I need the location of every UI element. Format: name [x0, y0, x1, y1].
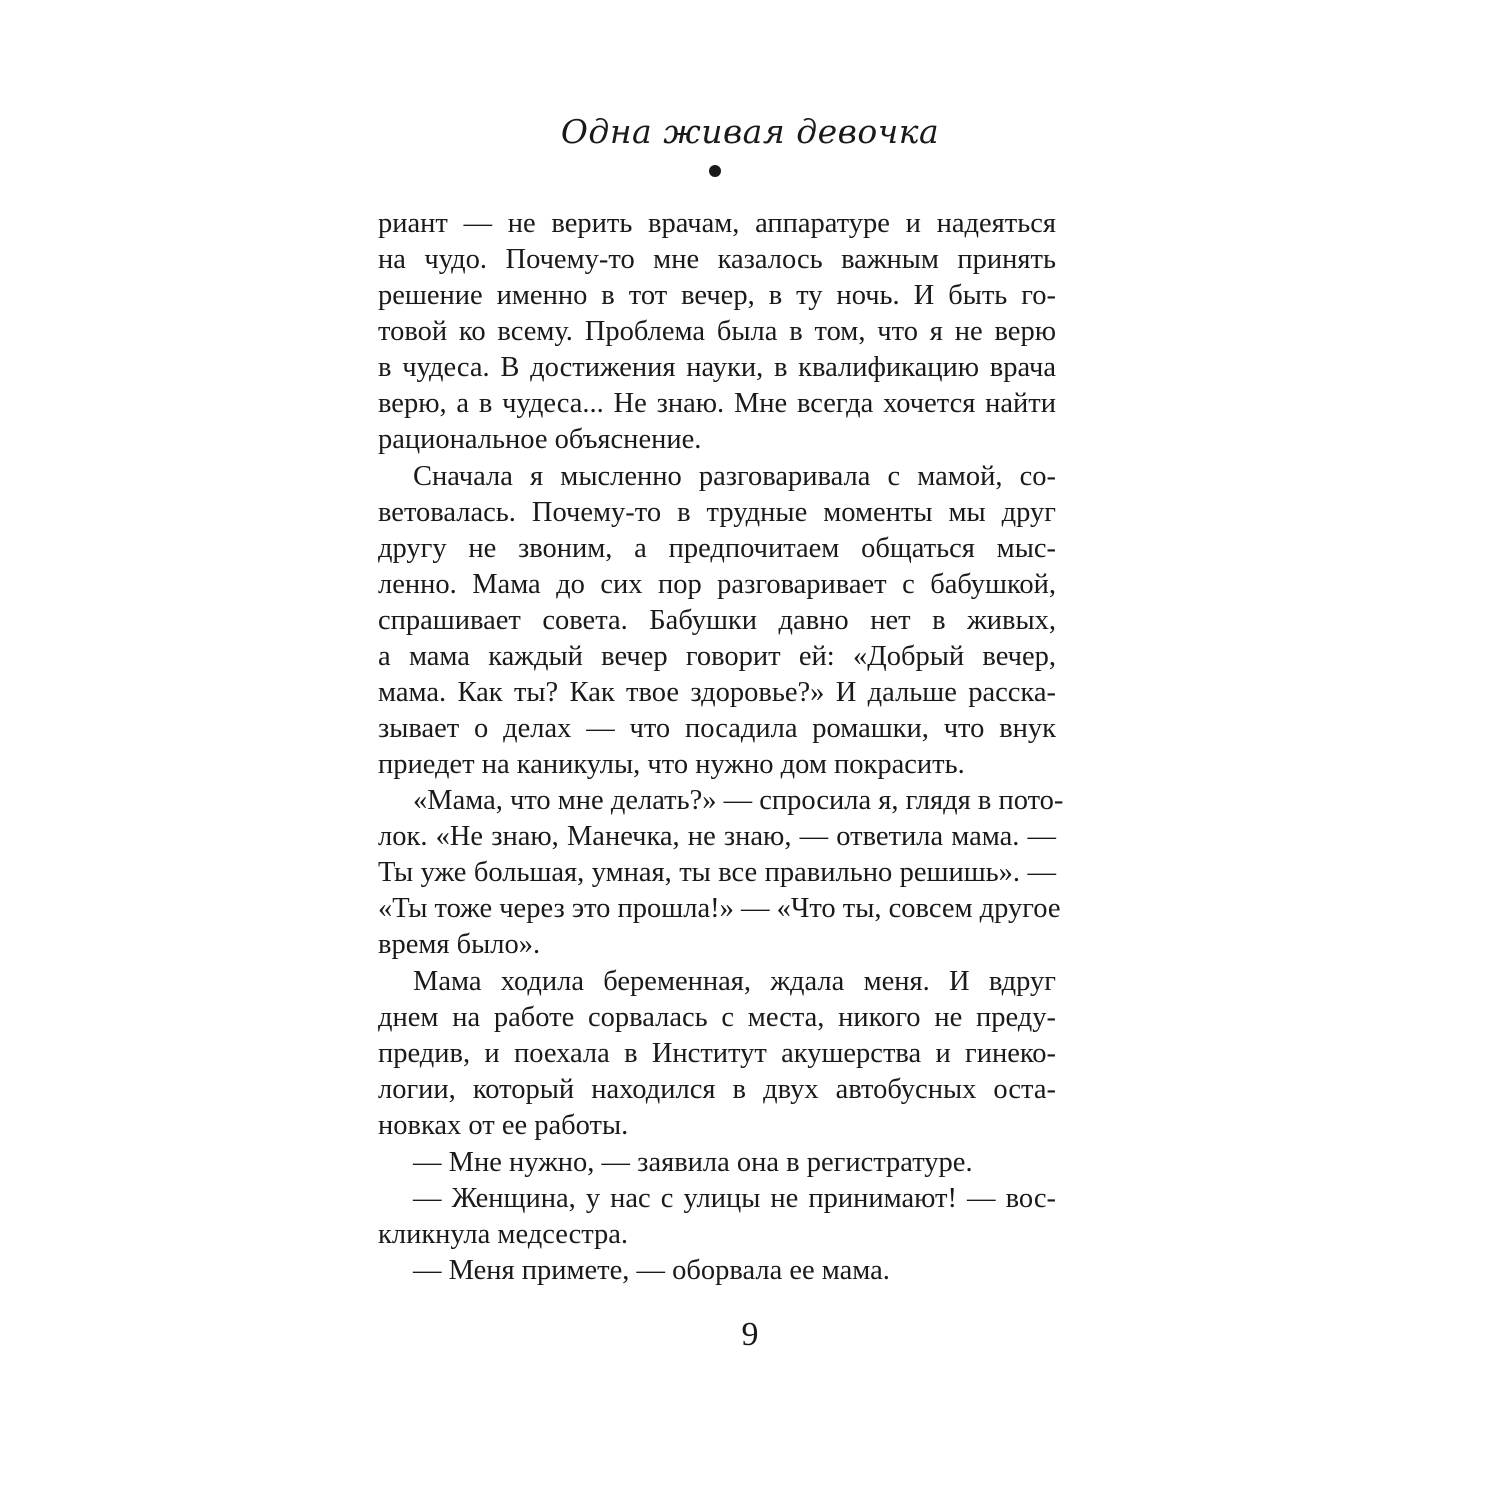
text-line: в чудеса. В достижения науки, в квалификацию врача — [378, 352, 1056, 383]
text-line: новках от ее работы. — [378, 1110, 629, 1141]
text-line: — Женщина, у нас с улицы не принимают! — вос- — [413, 1183, 1056, 1214]
text-line: — Меня примете, — оборвала ее мама. — [413, 1255, 890, 1286]
text-line: Сначала я мысленно разговаривала с мамой, со- — [413, 461, 1056, 492]
text-line: приедет на каникулы, что нужно дом покрасить. — [378, 749, 965, 780]
running-head: Одна живая девочка — [560, 112, 940, 151]
page-number: 9 — [741, 1316, 759, 1353]
text-line: риант — не верить врачам, аппаратуре и надеяться — [378, 208, 1056, 239]
text-line: верю, а в чудеса... Не знаю. Мне всегда хочется найти — [378, 388, 1056, 419]
bullet-ornament — [709, 165, 721, 177]
text-line: время было». — [378, 929, 541, 960]
text-line: «Мама, что мне делать?» — спросила я, глядя в пото- — [413, 785, 1064, 816]
text-line: на чудо. Почему-то мне казалось важным принять — [378, 244, 1056, 275]
text-line: зывает о делах — что посадила ромашки, что внук — [378, 713, 1056, 744]
text-line: ленно. Мама до сих пор разговаривает с бабушкой, — [378, 569, 1056, 600]
text-line: спрашивает совета. Бабушки давно нет в живых, — [378, 605, 1056, 636]
text-line: товой ко всему. Проблема была в том, что я не верю — [378, 316, 1056, 347]
text-line: «Ты тоже через это прошла!» — «Что ты, совсем другое — [378, 893, 1061, 924]
text-line: — Мне нужно, — заявила она в регистратуре. — [413, 1147, 973, 1178]
text-line: днем на работе сорвалась с места, никого не преду- — [378, 1002, 1056, 1033]
text-line: Ты уже большая, умная, ты все правильно решишь». — — [378, 857, 1056, 888]
text-line: а мама каждый вечер говорит ей: «Добрый вечер, — [378, 641, 1056, 672]
text-line: другу не звоним, а предпочитаем общаться мыс- — [378, 533, 1056, 564]
text-line: предив, и поехала в Институт акушерства и гинеко- — [378, 1038, 1056, 1069]
text-line: рациональное объяснение. — [378, 424, 702, 455]
text-line: лок. «Не знаю, Манечка, не знаю, — ответила мама. — — [378, 821, 1056, 852]
text-line: кликнула медсестра. — [378, 1219, 629, 1250]
text-line: решение именно в тот вечер, в ту ночь. И быть го- — [378, 280, 1056, 311]
text-line: ветовалась. Почему-то в трудные моменты мы друг — [378, 497, 1056, 528]
text-line: мама. Как ты? Как твое здоровье?» И дальше расска- — [378, 677, 1056, 708]
text-line: логии, который находился в двух автобусных оста- — [378, 1074, 1056, 1105]
text-line: Мама ходила беременная, ждала меня. И вдруг — [413, 966, 1056, 997]
